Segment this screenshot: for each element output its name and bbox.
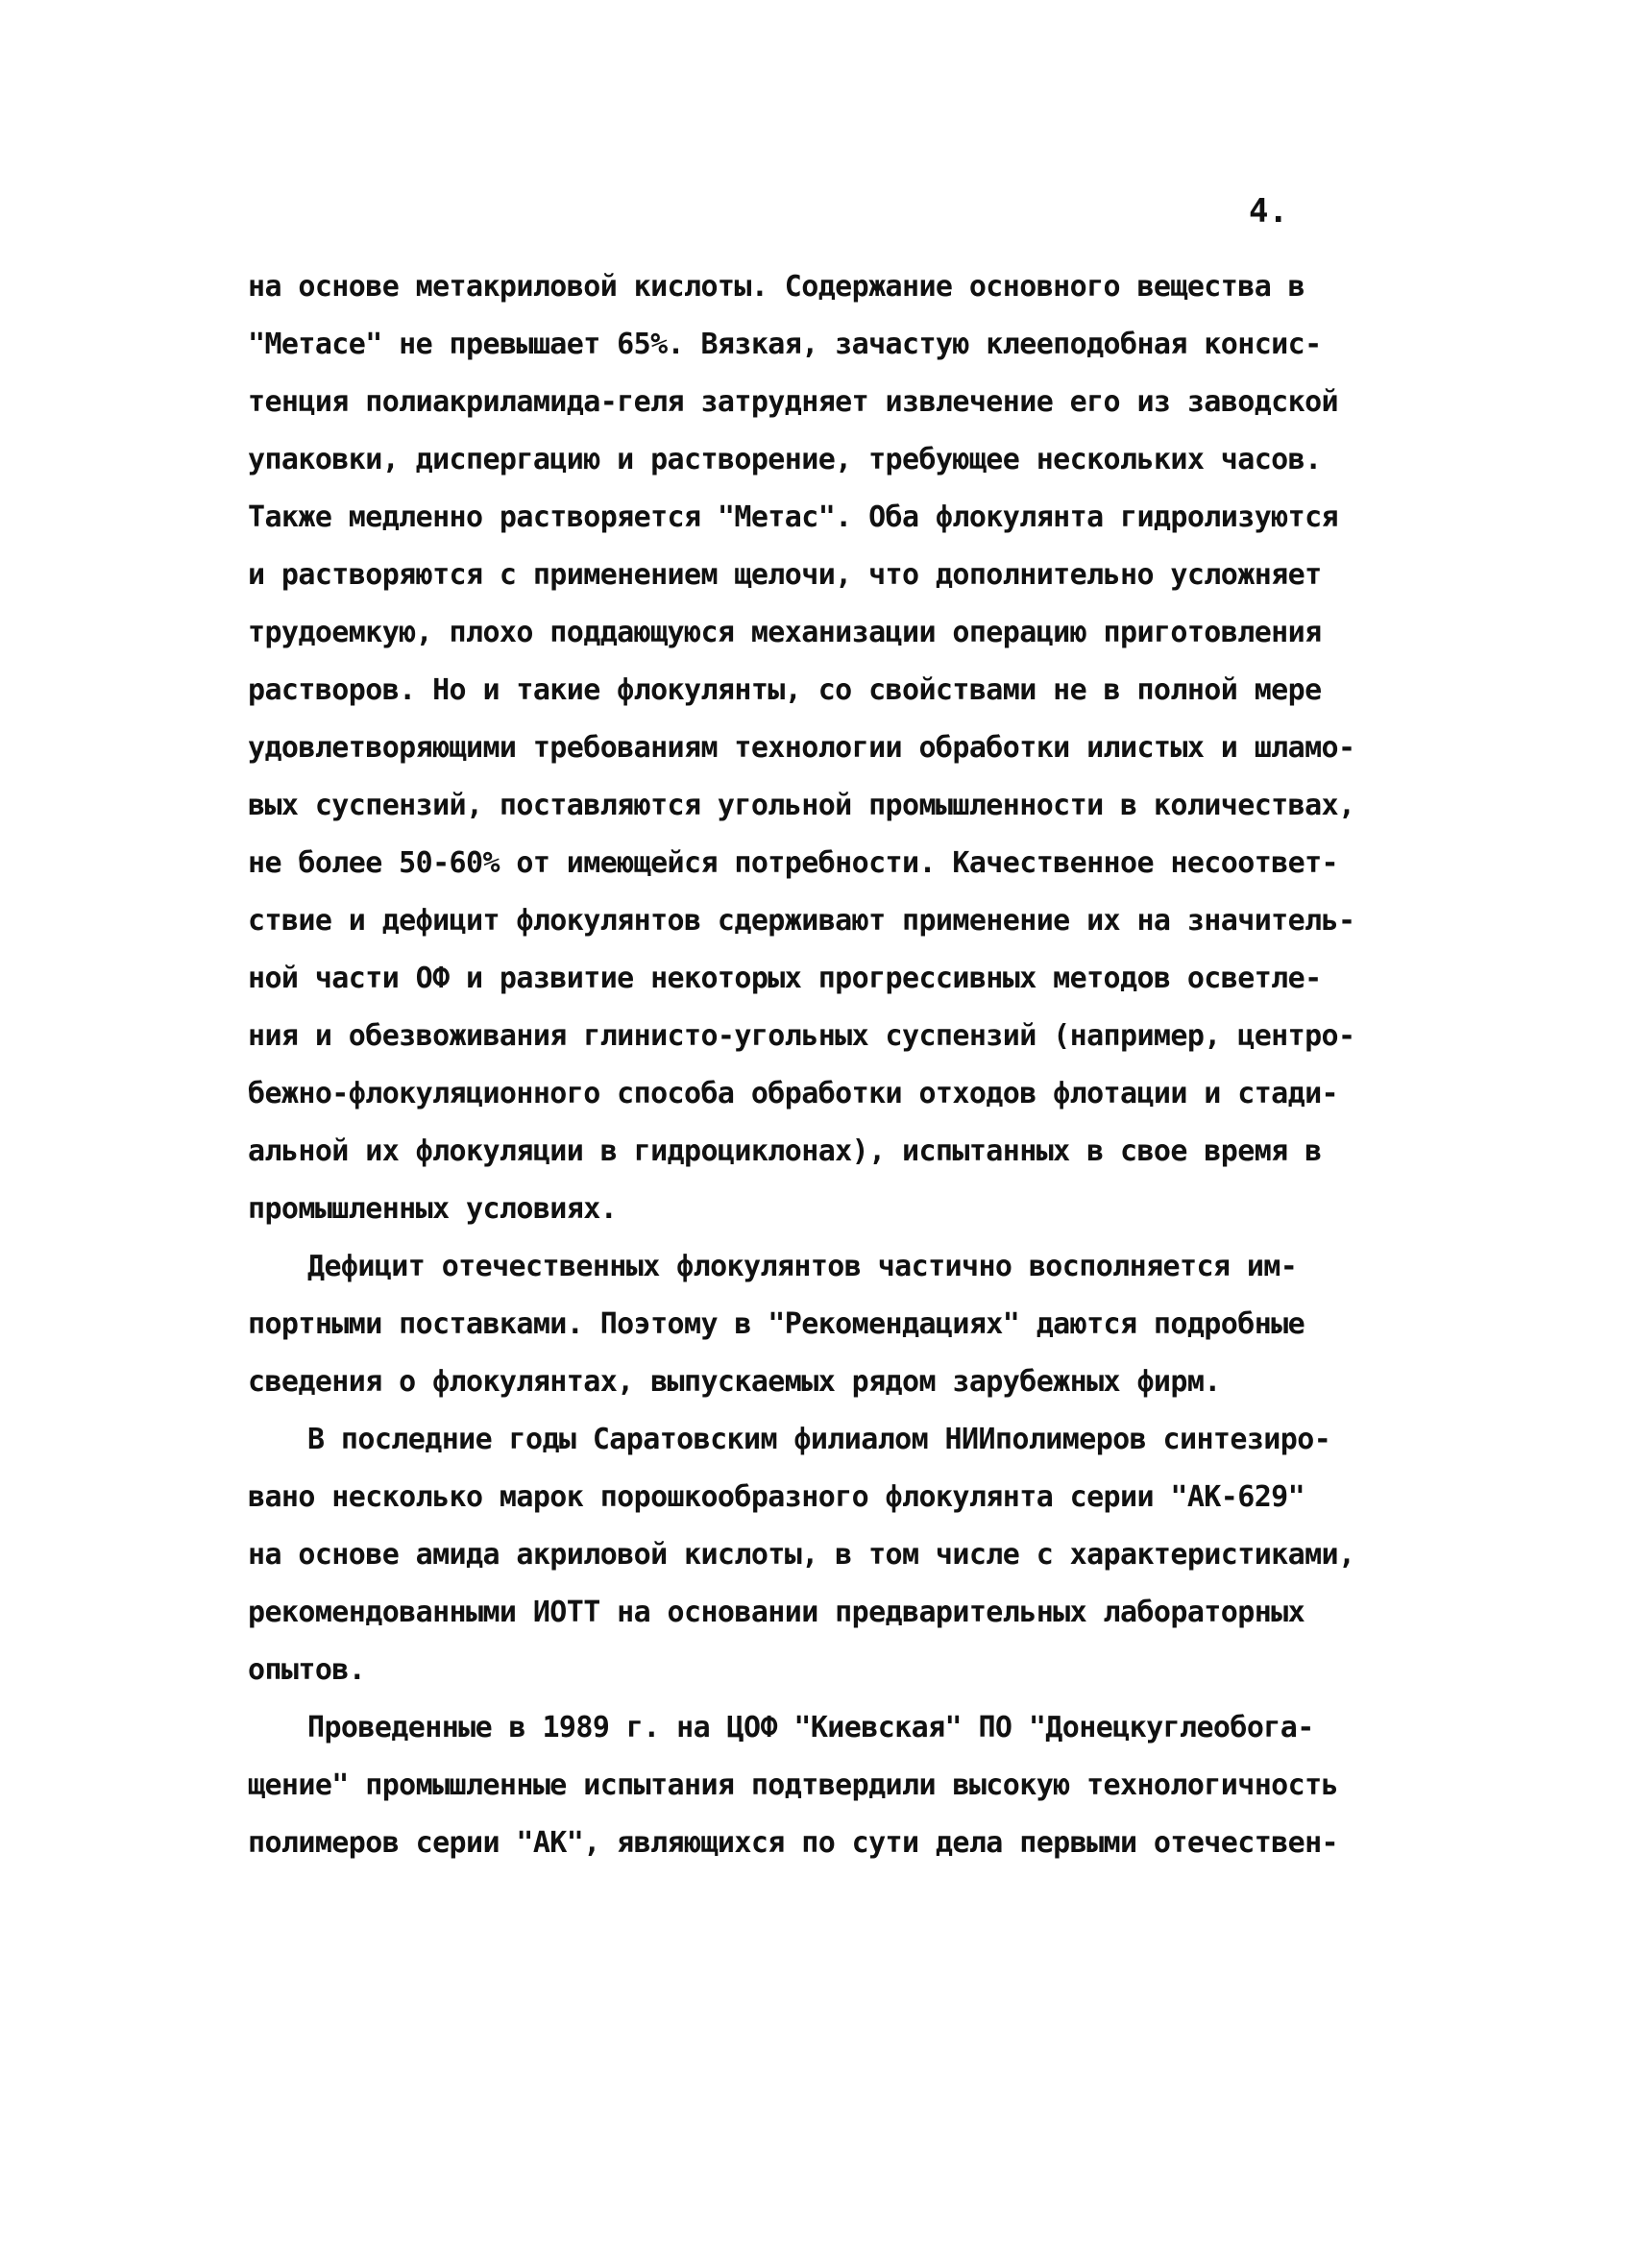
- text-line: ния и обезвоживания глинисто-угольных суспензий (например, центро-: [248, 1019, 1355, 1053]
- text-line: опытов.: [248, 1653, 366, 1687]
- text-line: ной части ОФ и развитие некоторых прогрессивных методов осветле-: [248, 962, 1322, 995]
- text-line: Также медленно растворяется "Метас". Оба флокулянта гидролизуются: [248, 500, 1338, 534]
- text-line: на основе метакриловой кислоты. Содержание основного вещества в: [248, 270, 1305, 304]
- text-line: промышленных условиях.: [248, 1192, 618, 1226]
- text-line: щение" промышленные испытания подтвердили высокую технологичность: [248, 1768, 1338, 1802]
- text-line: рекомендованными ИОТТ на основании предварительных лабораторных: [248, 1596, 1305, 1629]
- text-line: ствие и дефицит флокулянтов сдерживают применение их на значитель-: [248, 904, 1355, 938]
- text-line: и растворяются с применением щелочи, что дополнительно усложняет: [248, 558, 1322, 592]
- page-number: 4.: [1249, 192, 1288, 231]
- text-line: В последние годы Саратовским филиалом НИИполимеров синтезиро-: [307, 1423, 1331, 1456]
- text-line: "Метасе" не превышает 65%. Вязкая, зачастую клееподобная консис-: [248, 328, 1322, 361]
- text-line: Проведенные в 1989 г. на ЦОФ "Киевская" ПО "Донецкуглеобога-: [307, 1711, 1314, 1744]
- text-line: упаковки, диспергацию и растворение, требующее нескольких часов.: [248, 443, 1322, 476]
- text-line: тенция полиакриламида-геля затрудняет извлечение его из заводской: [248, 385, 1338, 419]
- text-line: вых суспензий, поставляются угольной промышленности в количествах,: [248, 789, 1355, 822]
- text-line: сведения о флокулянтах, выпускаемых рядом зарубежных фирм.: [248, 1365, 1221, 1399]
- text-line: удовлетворяющими требованиям технологии обработки илистых и шламо-: [248, 731, 1355, 765]
- text-line: растворов. Но и такие флокулянты, со свойствами не в полной мере: [248, 673, 1322, 707]
- text-line: трудоемкую, плохо поддающуюся механизации операцию приготовления: [248, 616, 1322, 649]
- text-line: вано несколько марок порошкообразного флокулянта серии "АК-629": [248, 1480, 1305, 1514]
- text-line: полимеров серии "АК", являющихся по сути дела первыми отечествен-: [248, 1826, 1338, 1860]
- text-line: бежно-флокуляционного способа обработки отходов флотации и стади-: [248, 1077, 1338, 1110]
- text-line: альной их флокуляции в гидроциклонах), испытанных в свое время в: [248, 1134, 1322, 1168]
- text-line: портными поставками. Поэтому в "Рекомендациях" даются подробные: [248, 1307, 1305, 1341]
- text-line: на основе амида акриловой кислоты, в том числе с характеристиками,: [248, 1538, 1355, 1572]
- text-line: Дефицит отечественных флокулянтов частично восполняется им-: [307, 1250, 1298, 1283]
- text-line: не более 50-60% от имеющейся потребности. Качественное несоответ-: [248, 846, 1338, 880]
